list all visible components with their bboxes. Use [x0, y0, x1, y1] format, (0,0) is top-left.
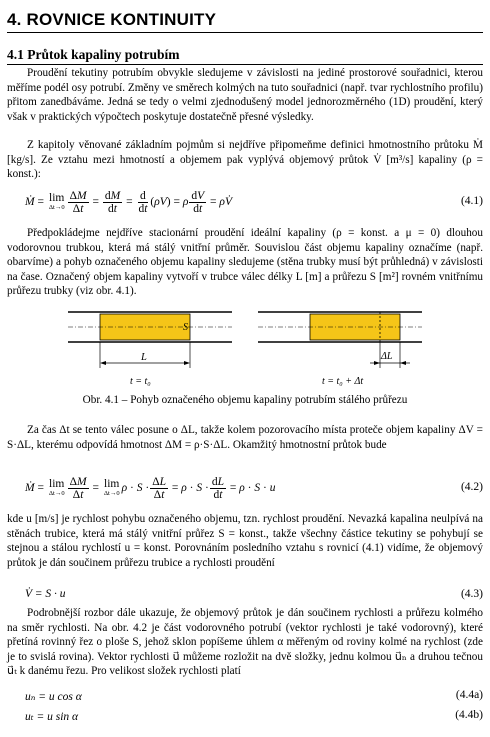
equation-4-4a-body: uₙ = u cos α — [25, 691, 82, 703]
paragraph-3: Předpokládejme nejdříve stacionární proudění ideální kapaliny (ρ = konst. a μ = 0) dlouhou vodorovnou trubkou, která má stálý vnitřní průměr. Souvislou část objemu kapaliny označíme (např. obarvíme) a pohyb označeného objemu kapaliny sledujeme (stěna trubky musí být průhledná) v závislosti na čase. Označený objem kapaliny vytvoří v trubce válec délky L [m] a průřezu S [m²] rovném vnitřnímu průřezu trubky (viz obr. 4.1). — [7, 227, 483, 298]
equation-4-1 — [7, 186, 483, 218]
label-dL: ΔL — [381, 351, 393, 362]
arrow-head — [184, 361, 190, 365]
label-L: L — [141, 352, 147, 363]
equation-4-3 — [7, 588, 483, 600]
arrow-head — [374, 361, 380, 365]
equation-number: (4.4a) — [455, 689, 483, 701]
paragraph-1: Proudění tekutiny potrubím obvykle sledujeme v závislosti na jediné prostorové souřadnici, kterou měříme podél osy potrubí. Změny ve směrech kolmých na tuto souřadnici (např. tvar rychlostního profilu) přitom zanedbáváme. Jedná se tedy o velmi zjednodušený model jednorozměrného (1D) proudění, který však v praktických výpočtech poskytuje dostatečně přesné výsledky. — [7, 67, 483, 123]
chapter-title: 4. ROVNICE KONTINUITY — [7, 10, 217, 29]
paragraph-2: Z kapitoly věnované základním pojmům si nejdříve připomeňme definici hmotnostního průtoku Ṁ [kg/s]. Ze vztahu mezi hmotností a objemem pak vyplývá objemový průtok V̇ [m³/s] kapaliny (ρ = konst.): — [7, 139, 483, 181]
arrow-head — [400, 361, 406, 365]
figure-caption: Obr. 4.1 – Pohyb označeného objemu kapaliny potrubím stálého průřezu — [82, 394, 408, 406]
equation-4-4b — [7, 709, 483, 723]
section-title: 4.1 Průtok kapaliny potrubím — [7, 47, 180, 62]
equation-4-1-body: Ṁ = lim Δt→0 $\frac{\Delta M}{\Delta t}$ = $\frac{dM}{dt}$ = $\frac{d}{dt}$ ( ρV ) = ρ $\frac{dV}{dt}$ = ρ V̇ — [25, 189, 232, 215]
label-S: S — [183, 322, 188, 333]
equation-4-4a — [7, 689, 483, 703]
figure-4-1 — [0, 302, 490, 394]
equation-number: (4.4b) — [455, 709, 483, 721]
equation-4-2 — [7, 472, 483, 504]
equation-number: (4.1) — [460, 195, 483, 207]
time-left: t = t₀ — [130, 376, 151, 387]
equation-number: (4.2) — [460, 481, 483, 493]
arrow-head — [100, 361, 106, 365]
equation-4-4b-body: uₜ = u sin α — [25, 711, 79, 723]
equation-4-3-body: V̇ = S · u — [25, 588, 66, 600]
paragraph-6: Podrobnější rozbor dále ukazuje, že objemový průtok je dán součinem rychlosti a průřezu kolmého na směr rychlosti. Na obr. 4.2 je část vodorovného potrubí (vektor rychlosti je také vodorovný), které přetíná rovinný řez o ploše S, jehož sklon popíšeme úhlem α měřeným od roviny kolmé na rychlost (zde je to svislá rovina). Vektor rychlosti u⃗ můžeme rozložit na dvě složky, jednu kolmou u⃗ₙ a druhou tečnou u⃗ₜ k danému řezu. Pro velikost složek rychlosti platí — [7, 607, 483, 678]
title-rule — [7, 32, 483, 33]
paragraph-5: kde u [m/s] je rychlost pohybu označeného objemu, tzn. rychlost proudění. Nevazká kapalina neulpívá na stěnách trubice, která má stálý vnitřní průřez S = konst., takže všechny částice tekutiny se pohybují se stejnou a stálou rychlostí u = konst. Porovnáním posledního vztahu s rovnicí (4.1) vidíme, že objemový průtok je dán součinem průřezu trubice a rychlosti proudění — [7, 513, 483, 569]
equation-4-2-body: Ṁ = lim Δt→0 $\frac{\Delta M}{\Delta t}$ = lim Δt→0 ρ · S · $\frac{\Delta L}{\Delta t}$ = ρ · S · $\frac{dL}{dt}$ = ρ · S · u — [25, 475, 276, 501]
paragraph-4: Za čas Δt se tento válec posune o ΔL, takže kolem pozorovacího místa proteče objem kapaliny ΔV = S·ΔL, kterému odpovídá hmotnost ΔM = ρ·S·ΔL. Okamžitý hmotnostní průtok bude — [7, 424, 483, 451]
time-right: t = t₀ + Δt — [322, 376, 364, 387]
section-rule — [7, 64, 483, 65]
equation-number: (4.3) — [460, 588, 483, 600]
